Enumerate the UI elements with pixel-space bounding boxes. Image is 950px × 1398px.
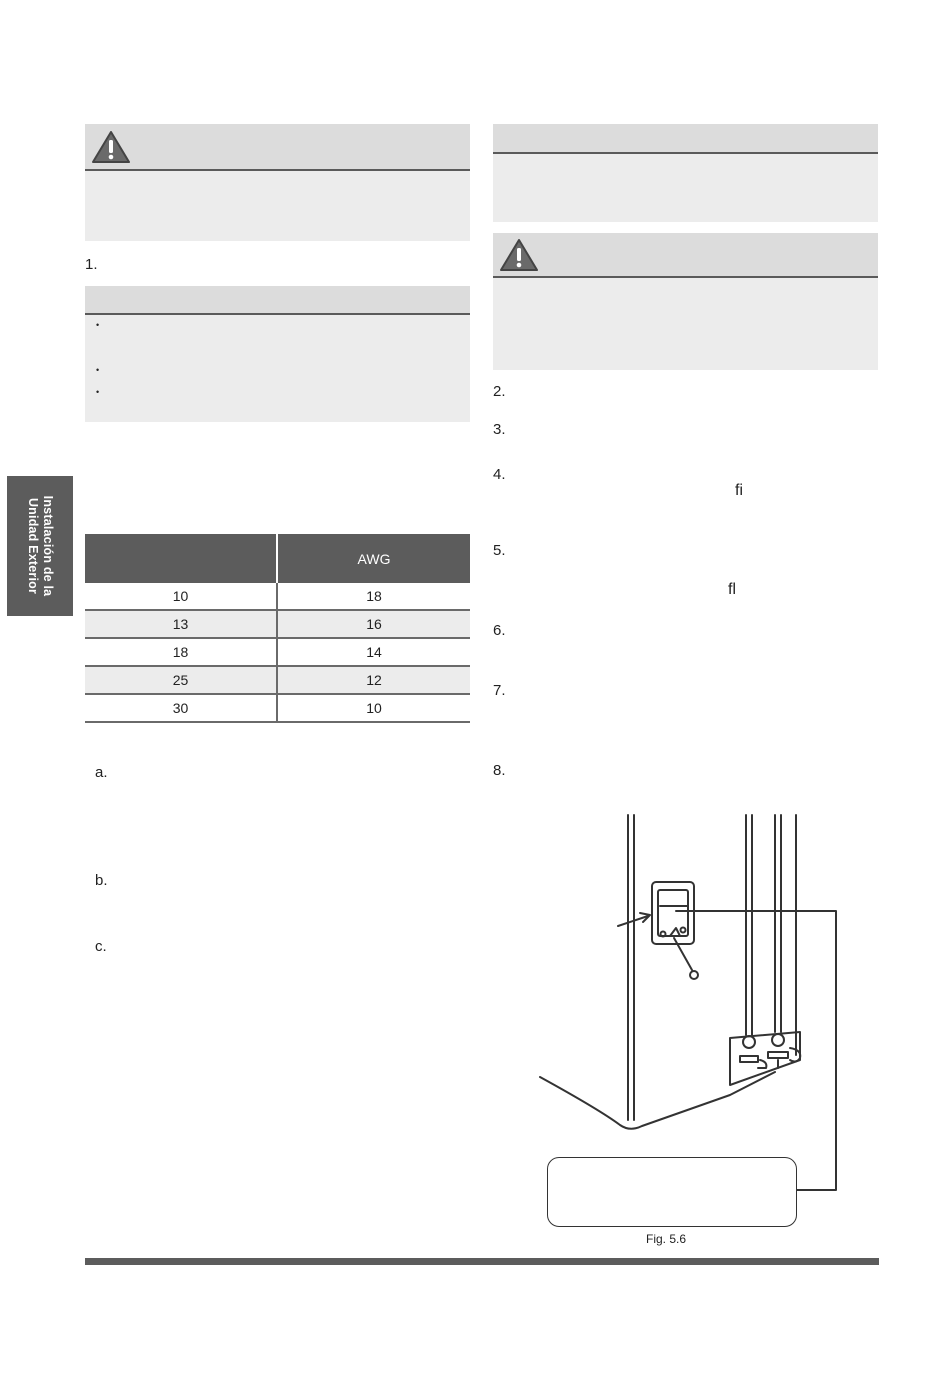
- note-header-left: [85, 286, 470, 315]
- table-row: [85, 610, 470, 638]
- callout-leader: [676, 911, 836, 1190]
- side-tab: [7, 476, 73, 616]
- table-cell: 25: [85, 666, 277, 694]
- warning-triangle-icon: [91, 130, 131, 164]
- side-tab-line1: Instalación de la: [41, 495, 55, 597]
- table-cell: 30: [85, 694, 277, 722]
- warning-box-right: [493, 233, 878, 370]
- table-row: [85, 638, 470, 666]
- bullet-1: •: [96, 320, 100, 330]
- side-tab-label: [25, 496, 55, 597]
- table-cell: 10: [85, 583, 277, 610]
- bullet-2: •: [96, 365, 100, 375]
- note-header-right: [493, 124, 878, 154]
- warning-header-right: [493, 233, 878, 278]
- table-header-cell-1: [85, 534, 277, 583]
- note-box-right: [493, 124, 878, 222]
- substep-c: c.: [95, 938, 107, 955]
- table-cell: 10: [277, 694, 470, 722]
- ligature-fi: ﬁ: [735, 482, 743, 499]
- table-row: [85, 666, 470, 694]
- substep-a: a.: [95, 764, 108, 781]
- table-cell: 12: [277, 666, 470, 694]
- step-2: 2.: [493, 383, 506, 400]
- table-header-cell-awg: AWG: [277, 534, 470, 583]
- table-cell: 13: [85, 610, 277, 638]
- figure-callout-box: [547, 1157, 797, 1227]
- step-5: 5.: [493, 542, 506, 559]
- table-row: [85, 583, 470, 610]
- table-cell: 14: [277, 638, 470, 666]
- refrigerant-pipe: [775, 815, 781, 1032]
- table-row: [85, 694, 470, 722]
- table-header-row: [85, 534, 470, 583]
- table-cell: 18: [85, 638, 277, 666]
- side-tab-line2: Unidad Exterior: [26, 497, 40, 595]
- table-cell: 16: [277, 610, 470, 638]
- warning-triangle-icon: [499, 238, 539, 272]
- step-7: 7.: [493, 682, 506, 699]
- ground-wire: [674, 938, 692, 970]
- step-1: 1.: [85, 256, 98, 273]
- warning-box-left: [85, 124, 470, 241]
- step-8: 8.: [493, 762, 506, 779]
- step-4: 4.: [493, 466, 506, 483]
- note-box-left: [85, 286, 470, 422]
- figure-caption: Fig. 5.6: [646, 1232, 687, 1246]
- footer-rule: [85, 1258, 879, 1265]
- bullet-3: •: [96, 387, 100, 397]
- table-cell: 18: [277, 583, 470, 610]
- step-6: 6.: [493, 622, 506, 639]
- substep-b: b.: [95, 872, 108, 889]
- step-3: 3.: [493, 421, 506, 438]
- ligature-fl: ﬂ: [728, 581, 736, 598]
- warning-header-left: [85, 124, 470, 171]
- wire-gauge-table: [85, 534, 470, 723]
- refrigerant-pipe: [746, 815, 752, 1035]
